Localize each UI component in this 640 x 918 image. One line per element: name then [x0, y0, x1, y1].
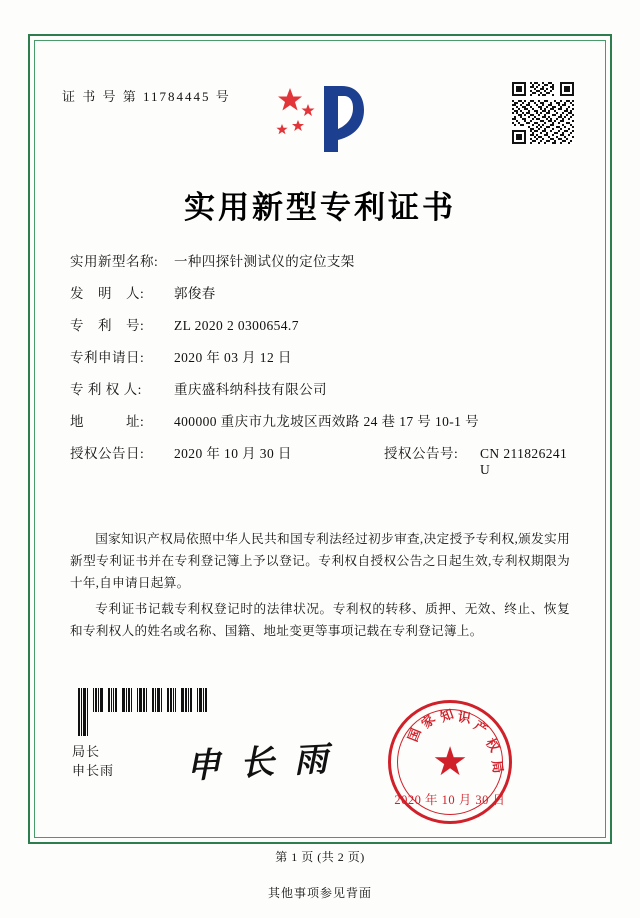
field-value-application-date: 2020 年 03 月 12 日: [174, 350, 292, 365]
legal-text-block: [70, 528, 570, 646]
certificate-number: 证 书 号 第 11784445 号: [62, 89, 231, 104]
frame-corner-bottom-right: [598, 830, 612, 844]
field-value-patentee: 重庆盛科纳科技有限公司: [174, 382, 327, 397]
field-label-grant-date: 授权公告日:: [70, 446, 145, 461]
seal-char-5: 权: [482, 735, 503, 755]
page-number: 第 1 页 (共 2 页): [275, 850, 365, 864]
director-name: 申长雨: [72, 763, 115, 778]
field-label-inventor: 发 明 人:: [70, 286, 145, 301]
seal-char-3: 识: [456, 709, 472, 726]
seal-char-1: 家: [418, 711, 439, 732]
field-label-grant-number: 授权公告号:: [384, 446, 459, 461]
field-label-patentee: 专 利 权 人:: [70, 382, 142, 397]
field-value-invention-name: 一种四探针测试仪的定位支架: [174, 254, 355, 269]
qr-code: [512, 82, 574, 144]
field-label-application-date: 专利申请日:: [70, 350, 145, 365]
seal-char-4: 产: [471, 717, 491, 738]
barcode: [78, 688, 208, 712]
seal-date: 2020 年 10 月 30 日: [394, 793, 506, 807]
field-row-patent-number: [70, 314, 570, 346]
field-value-address: 400000 重庆市九龙坡区西效路 24 巷 17 号 10-1 号: [174, 414, 479, 429]
field-row-patentee: [70, 378, 570, 410]
seal-star-icon: ★: [432, 739, 468, 784]
director-title: [72, 742, 114, 780]
field-list: [70, 250, 570, 477]
field-row-application-date: [70, 346, 570, 378]
frame-corner-top-left: [28, 34, 42, 48]
field-value-inventor: 郭俊春: [174, 286, 216, 301]
field-label-address: 地 址:: [70, 414, 145, 429]
field-value-patent-number: ZL 2020 2 0300654.7: [174, 318, 299, 333]
field-label-patent-number: 专 利 号:: [70, 318, 145, 333]
director-title-line1: 局长: [72, 744, 101, 759]
field-value-grant-date: 2020 年 10 月 30 日: [174, 446, 292, 461]
frame-corner-bottom-left: [28, 830, 42, 844]
seal-char-2: 知: [438, 706, 456, 725]
cnipa-logo-icon: [268, 82, 372, 156]
field-row-grant-announcement: [70, 442, 570, 477]
back-page-note: 其他事项参见背面: [267, 886, 372, 900]
field-label-invention-name: 实用新型名称:: [70, 254, 159, 269]
field-row-address: [70, 410, 570, 442]
field-row-inventor: [70, 282, 570, 314]
field-row-invention-name: [70, 250, 570, 282]
seal-char-0: 国: [405, 726, 424, 744]
frame-corner-top-right: [598, 34, 612, 48]
legal-paragraph-1: 国家知识产权局依照中华人民共和国专利法经过初步审查,决定授予专利权,颁发实用新型专利证书并在专利登记簿上予以登记。专利权自授权公告之日起生效,专利权期限为十年,自申请日起算。: [70, 532, 570, 590]
page-title: 实用新型专利证书: [184, 190, 456, 225]
seal-char-6: 局: [489, 759, 506, 775]
legal-paragraph-2: 专利证书记载专利权登记时的法律状况。专利权的转移、质押、无效、终止、恢复和专利权人的姓名或名称、国籍、地址变更等事项记载在专利登记簿上。: [70, 602, 570, 638]
field-value-grant-number: CN 211826241 U: [480, 446, 568, 477]
handwritten-signature: 申 长 雨: [185, 739, 333, 787]
